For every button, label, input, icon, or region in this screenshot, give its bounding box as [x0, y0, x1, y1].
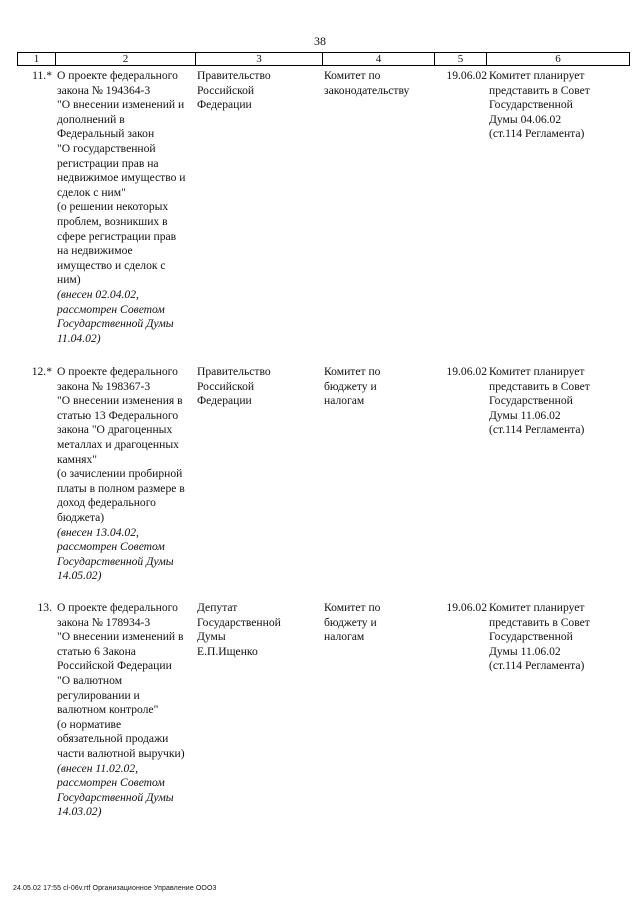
initiator-cell [197, 365, 322, 409]
bill-number-line: закона № 178934-3 [57, 615, 151, 629]
bill-text-line: доход федерального [57, 496, 156, 510]
bill-number-line: закона № 198367-3 [57, 379, 151, 393]
result-line: Комитет планирует [489, 365, 585, 378]
bill-note-line: (внесен 13.04.02, [57, 525, 139, 539]
bill-text-line: сфере регистрации прав [57, 229, 177, 243]
column-header-2: 2 [56, 53, 196, 66]
column-header-3: 3 [196, 53, 323, 66]
result-line: (ст.114 Регламента) [489, 423, 585, 437]
bill-text-line: Российской Федерации [57, 659, 172, 673]
bill-note-line: (внесен 11.02.02, [57, 761, 139, 775]
bill-note-line: 14.05.02) [57, 569, 102, 583]
bill-text-line: (о зачислении пробирной [57, 467, 183, 481]
result-cell [489, 69, 631, 142]
bill-text-line: "О валютном [57, 673, 123, 687]
committee-cell [324, 69, 434, 98]
initiator-cell [197, 69, 322, 113]
initiator-line: Правительство [197, 69, 271, 82]
bill-text-line: "О внесении изменений и [57, 98, 185, 112]
initiator-line: Российской [197, 379, 255, 393]
row-number: 13. [37, 601, 52, 614]
column-header-1: 1 [18, 53, 56, 66]
bill-text-line: валютном контроле" [57, 703, 159, 717]
committee-line: Комитет по [324, 601, 381, 614]
bill-text-line: бюджета) [57, 510, 105, 524]
initiator-line: Думы [197, 630, 226, 644]
committee-cell [324, 601, 434, 645]
date-cell: 19.06.02 [446, 365, 487, 378]
bill-note-line: рассмотрен Советом [57, 776, 165, 790]
result-cell [489, 601, 631, 674]
committee-line: налогам [324, 630, 365, 644]
bill-description [57, 601, 205, 820]
result-line: Думы 11.06.02 [489, 408, 561, 422]
bill-title-line: О проекте федерального [57, 69, 178, 82]
committee-line: бюджету и [324, 615, 377, 629]
bill-text-line: регулировании и [57, 688, 140, 702]
bill-note-line: Государственной Думы [57, 790, 174, 804]
bill-text-line: Федеральный закон [57, 127, 155, 141]
bill-note-line: рассмотрен Советом [57, 302, 165, 316]
date-cell: 19.06.02 [446, 601, 487, 614]
bill-note-line: 11.04.02) [57, 331, 101, 345]
bill-text-line: статью 13 Федерального [57, 408, 179, 422]
bill-note-line: (внесен 02.04.02, [57, 287, 139, 301]
page-number: 38 [314, 34, 326, 48]
bill-text-line: регистрации прав на [57, 156, 159, 170]
result-line: (ст.114 Регламента) [489, 127, 585, 141]
bill-text-line: сделок с ним" [57, 185, 126, 199]
initiator-line: Федерации [197, 394, 252, 408]
result-line: Государственной [489, 394, 573, 408]
committee-cell [324, 365, 434, 409]
bill-text-line: металлах и драгоценных [57, 437, 179, 451]
bill-text-line: ним) [57, 273, 81, 287]
column-header-4: 4 [323, 53, 435, 66]
initiator-line: Федерации [197, 98, 252, 112]
result-line: Думы 11.06.02 [489, 644, 561, 658]
committee-line: Комитет по [324, 365, 381, 378]
result-line: Государственной [489, 98, 573, 112]
bill-text-line: дополнений в [57, 112, 125, 126]
initiator-line: Российской [197, 83, 255, 97]
bill-text-line: проблем, возникших в [57, 214, 168, 228]
initiator-cell [197, 601, 322, 659]
result-line: Комитет планирует [489, 601, 585, 614]
bill-text-line: (о нормативе [57, 717, 122, 731]
bill-note-line: Государственной Думы [57, 317, 174, 331]
bill-text-line: имущество и сделок с [57, 258, 166, 272]
row-number: 12.* [31, 365, 52, 378]
bill-text-line: закона "О драгоценных [57, 423, 173, 437]
result-line: представить в Совет [489, 379, 590, 393]
column-header-6: 6 [487, 53, 630, 66]
column-header-5: 5 [435, 53, 487, 66]
bill-text-line: статью 6 Закона [57, 644, 136, 658]
date-cell: 19.06.02 [446, 69, 487, 82]
bill-description [57, 365, 205, 584]
result-line: Комитет планирует [489, 69, 585, 82]
bill-number-line: закона № 194364-3 [57, 83, 151, 97]
bill-title-line: О проекте федерального [57, 601, 178, 614]
bill-text-line: "О государственной [57, 141, 156, 155]
initiator-line: Е.П.Ищенко [197, 644, 258, 658]
result-line: Государственной [489, 630, 573, 644]
result-line: представить в Совет [489, 615, 590, 629]
result-cell [489, 365, 631, 438]
committee-line: Комитет по [324, 69, 381, 82]
initiator-line: Депутат [197, 601, 238, 614]
bill-text-line: (о решении некоторых [57, 200, 169, 214]
bill-text-line: камнях" [57, 452, 98, 466]
bill-note-line: 14.03.02) [57, 805, 102, 819]
initiator-line: Правительство [197, 365, 271, 378]
footer-text: 24.05.02 17:55 cl-06v.rtf Организационное Управление ООО3 [13, 885, 217, 892]
bill-description [57, 69, 205, 346]
bill-text-line: "О внесении изменения в [57, 394, 183, 408]
result-line: (ст.114 Регламента) [489, 659, 585, 673]
bill-text-line: на недвижимое [57, 244, 133, 258]
committee-line: бюджету и [324, 379, 377, 393]
result-line: Думы 04.06.02 [489, 112, 562, 126]
column-header-row [17, 52, 630, 66]
bill-text-line: обязательной продажи [57, 732, 169, 746]
bill-note-line: Государственной Думы [57, 554, 174, 568]
row-number: 11.* [32, 69, 52, 82]
bill-text-line: "О внесении изменений в [57, 630, 184, 644]
bill-text-line: части валютной выручки) [57, 746, 185, 760]
bill-text-line: недвижимое имущество и [57, 171, 186, 185]
committee-line: законодательству [324, 83, 410, 97]
bill-text-line: платы в полном размере в [57, 481, 185, 495]
initiator-line: Государственной [197, 615, 281, 629]
bill-note-line: рассмотрен Советом [57, 540, 165, 554]
bill-title-line: О проекте федерального [57, 365, 178, 378]
committee-line: налогам [324, 394, 365, 408]
result-line: представить в Совет [489, 83, 590, 97]
